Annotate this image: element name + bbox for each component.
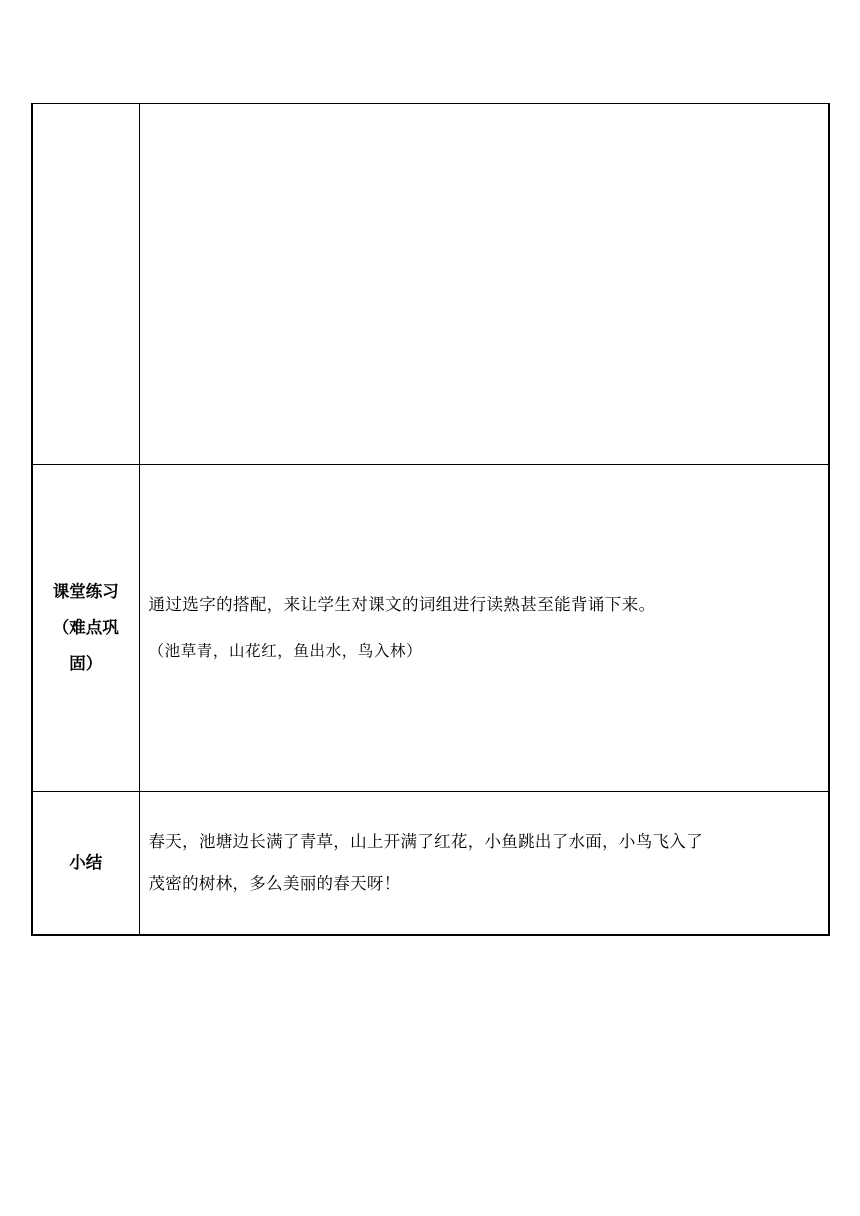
summary-label-cell [32, 792, 139, 935]
practice-word-pairs: （池草青，山花红，鱼出水，鸟入林） [148, 642, 423, 660]
practice-label-line: 课堂练习 [52, 582, 119, 601]
row-label-cell [32, 104, 139, 465]
row-content-cell [139, 104, 829, 465]
table-row-summary [32, 792, 829, 935]
summary-label: 小结 [69, 852, 103, 872]
summary-line: 茂密的树林，多么美丽的春天呀！ [148, 874, 401, 894]
practice-label-cell [32, 465, 139, 792]
practice-label-line: 固） [69, 654, 103, 673]
practice-description: 通过选字的搭配，来让学生对课文的词组进行读熟甚至能背诵下来。 [148, 595, 656, 614]
table-row [32, 104, 829, 465]
lesson-plan-table [31, 103, 830, 936]
summary-line: 春天，池塘边长满了青草，山上开满了红花，小鱼跳出了水面，小鸟飞入了 [148, 832, 703, 852]
practice-label-line: （难点巩 [52, 618, 119, 637]
table-row-practice [32, 465, 829, 792]
summary-content-cell [139, 792, 829, 935]
summary-text [149, 827, 825, 898]
practice-content-cell [139, 465, 829, 792]
